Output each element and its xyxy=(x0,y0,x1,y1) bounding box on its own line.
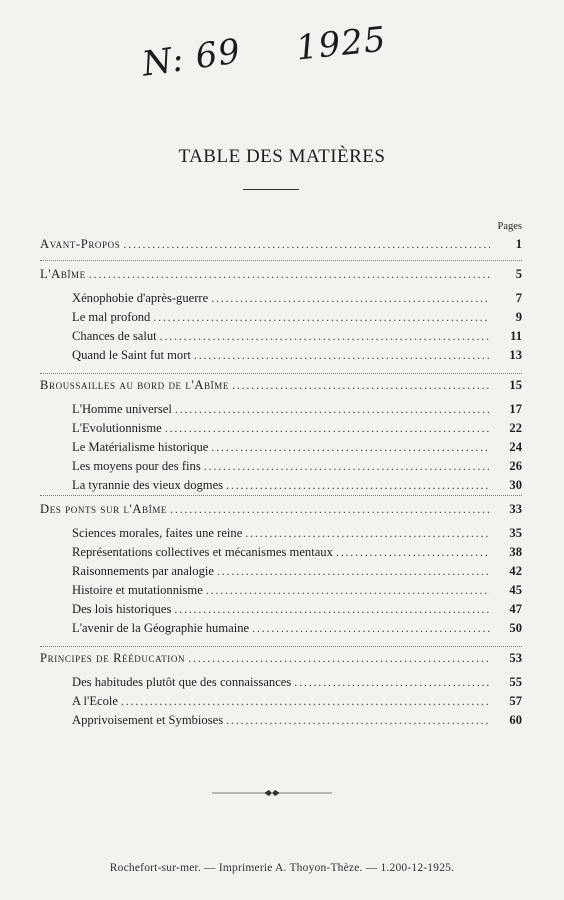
toc-entry-page: 1 xyxy=(515,237,522,251)
toc-subsection-entry xyxy=(72,601,522,618)
toc-entry-label: Des lois historiques xyxy=(72,602,172,616)
handwritten-year: 1925 xyxy=(294,19,389,69)
section-separator xyxy=(40,646,522,647)
dot-leader xyxy=(188,650,490,667)
toc-entry-page: 47 xyxy=(509,602,522,616)
dot-leader xyxy=(204,458,490,475)
section-separator xyxy=(40,260,522,261)
toc-entry-label: L'Homme universel xyxy=(72,402,172,416)
toc-subsection-entry xyxy=(72,620,522,637)
toc-entry-page: 11 xyxy=(510,329,522,343)
dot-leader xyxy=(245,525,490,542)
toc-entry-label: Histoire et mutationnisme xyxy=(72,583,203,597)
toc-section-entry xyxy=(40,650,522,667)
section-separator xyxy=(40,495,522,496)
toc-subsection-entry xyxy=(72,544,522,561)
toc-entry-label: Apprivoisement et Symbioses xyxy=(72,713,224,727)
toc-entry-page: 13 xyxy=(509,348,522,362)
toc-entry-page: 53 xyxy=(509,651,522,665)
toc-section-entry xyxy=(40,377,522,394)
toc-subsection-entry xyxy=(72,674,522,691)
toc-subsection-entry xyxy=(72,477,522,494)
section-separator xyxy=(40,373,522,374)
toc-entry-page: 50 xyxy=(509,621,522,635)
dot-leader xyxy=(232,377,490,394)
dot-leader xyxy=(170,501,490,518)
toc-subsection-entry xyxy=(72,328,522,345)
toc-subsection-entry xyxy=(72,582,522,599)
toc-entry-page: 17 xyxy=(509,402,522,416)
dot-leader xyxy=(165,420,490,437)
toc-entry-page: 24 xyxy=(509,440,522,454)
toc-entry-page: 26 xyxy=(509,459,522,473)
dot-leader xyxy=(336,544,490,561)
toc-section-entry xyxy=(40,501,522,518)
toc-entry-page: 60 xyxy=(509,713,522,727)
toc-entry-page: 35 xyxy=(509,526,522,540)
pages-column-label: Pages xyxy=(497,221,522,232)
page-title: TABLE DES MATIÈRES xyxy=(178,146,386,167)
toc-entry-label: L'avenir de la Géographie humaine xyxy=(72,621,250,635)
toc-subsection-entry xyxy=(72,693,522,710)
dot-leader xyxy=(153,309,490,326)
toc-entry-label: A l'Ecole xyxy=(72,694,118,708)
dot-leader xyxy=(226,712,490,729)
dot-leader xyxy=(206,582,490,599)
toc-entry-label: L'Abîme xyxy=(40,267,86,281)
toc-entry-page: 55 xyxy=(509,675,522,689)
toc-subsection-entry xyxy=(72,458,522,475)
dot-leader xyxy=(226,477,490,494)
dot-leader xyxy=(121,693,490,710)
toc-subsection-entry xyxy=(72,309,522,326)
toc-entry-label: Broussailles au bord de l'Abîme xyxy=(40,378,229,392)
toc-entry-page: 30 xyxy=(509,478,522,492)
toc-subsection-entry xyxy=(72,712,522,729)
toc-entry-page: 9 xyxy=(515,310,522,324)
toc-subsection-entry xyxy=(72,401,522,418)
toc-subsection-entry xyxy=(72,420,522,437)
toc-entry-label: Quand le Saint fut mort xyxy=(72,348,191,362)
printer-imprint: Rochefort-sur-mer. — Imprimerie A. Thoyon-Thèze. — 1.200-12-1925. xyxy=(109,862,455,874)
toc-entry-label: Le Matérialisme historique xyxy=(72,440,209,454)
toc-section-entry xyxy=(40,266,522,283)
toc-entry-page: 42 xyxy=(509,564,522,578)
dot-leader xyxy=(217,563,490,580)
toc-entry-label: Le mal profond xyxy=(72,310,151,324)
dot-leader xyxy=(252,620,490,637)
toc-entry-label: Représentations collectives et mécanismes mentaux xyxy=(72,545,333,559)
dot-leader xyxy=(123,236,490,253)
toc-subsection-entry xyxy=(72,290,522,307)
toc-entry-label: La tyrannie des vieux dogmes xyxy=(72,478,224,492)
toc-entry-label: Chances de salut xyxy=(72,329,157,343)
toc-entry-page: 22 xyxy=(509,421,522,435)
toc-entry-label: Xénophobie d'après-guerre xyxy=(72,291,209,305)
toc-entry-label: L'Evolutionnisme xyxy=(72,421,162,435)
toc-entry-label: Des ponts sur l'Abîme xyxy=(40,502,168,516)
toc-entry-label: Les moyens pour des fins xyxy=(72,459,201,473)
dot-leader xyxy=(211,290,490,307)
toc-section-entry xyxy=(40,236,522,253)
dot-leader xyxy=(194,347,490,364)
dot-leader xyxy=(160,328,490,345)
toc-entry-label: Raisonnements par analogie xyxy=(72,564,214,578)
toc-subsection-entry xyxy=(72,563,522,580)
toc-entry-page: 45 xyxy=(509,583,522,597)
toc-subsection-entry xyxy=(72,525,522,542)
toc-entry-label: Des habitudes plutôt que des connaissances xyxy=(72,675,292,689)
toc-entry-page: 7 xyxy=(515,291,522,305)
toc-entry-page: 15 xyxy=(509,378,522,392)
toc-entry-page: 33 xyxy=(509,502,522,516)
toc-entry-label: Principes de Rééducation xyxy=(40,651,186,665)
toc-entry-label: Avant-Propos xyxy=(40,237,121,251)
dot-leader xyxy=(89,266,490,283)
dot-leader xyxy=(294,674,490,691)
toc-entry-page: 57 xyxy=(509,694,522,708)
toc-subsection-entry xyxy=(72,439,522,456)
toc-entry-label: Sciences morales, faites une reine xyxy=(72,526,243,540)
toc-subsection-entry xyxy=(72,347,522,364)
dot-leader xyxy=(174,601,490,618)
toc-entry-page: 5 xyxy=(515,267,522,281)
dot-leader xyxy=(175,401,490,418)
toc-entry-page: 38 xyxy=(509,545,522,559)
handwritten-number: N: 69 xyxy=(139,31,244,85)
end-ornament xyxy=(212,788,332,798)
dot-leader xyxy=(211,439,490,456)
